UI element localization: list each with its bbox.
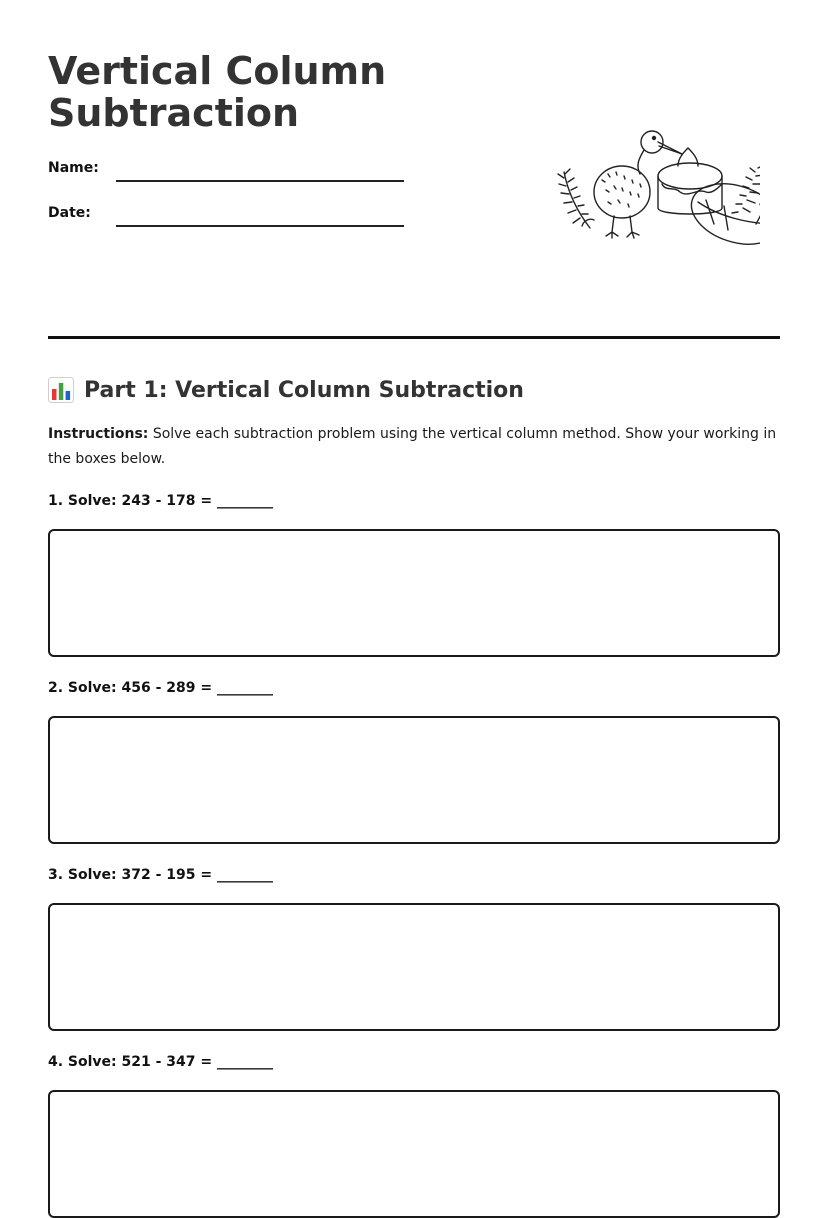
name-field[interactable] xyxy=(48,158,408,182)
right-fern-icon xyxy=(732,165,760,224)
question-3-label: 3. Solve: 372 - 195 = ________ xyxy=(48,867,274,883)
cake-icon xyxy=(658,148,722,214)
instructions-label: Instructions: xyxy=(48,426,149,442)
worksheet-title: Vertical Column Subtraction xyxy=(48,49,387,135)
worksheet-page xyxy=(48,0,780,1118)
question-4-label: 4. Solve: 521 - 347 = ________ xyxy=(48,1054,274,1070)
name-line[interactable] xyxy=(116,180,404,182)
name-label: Name: xyxy=(48,160,99,176)
date-label: Date: xyxy=(48,205,91,221)
kiwi-bird-icon xyxy=(594,131,682,238)
part1-heading xyxy=(48,374,524,406)
instructions-text: Solve each subtraction problem using the vertical column method. Show your working in the boxes below. xyxy=(48,426,777,467)
bar-chart-icon xyxy=(48,377,74,403)
answer-box-4[interactable] xyxy=(48,1090,780,1218)
date-line[interactable] xyxy=(116,225,404,227)
left-fern-icon xyxy=(558,169,594,228)
date-field[interactable] xyxy=(48,203,408,227)
kiwi-cake-rugby-ball-illustration xyxy=(528,120,760,250)
answer-box-1[interactable] xyxy=(48,529,780,657)
instructions xyxy=(48,422,780,472)
question-2-label: 2. Solve: 456 - 289 = ________ xyxy=(48,680,274,696)
question-1-label: 1. Solve: 243 - 178 = ________ xyxy=(48,493,274,509)
answer-box-3[interactable] xyxy=(48,903,780,1031)
section-divider xyxy=(48,336,780,339)
answer-box-2[interactable] xyxy=(48,716,780,844)
part1-title: Part 1: Vertical Column Subtraction xyxy=(84,377,524,403)
